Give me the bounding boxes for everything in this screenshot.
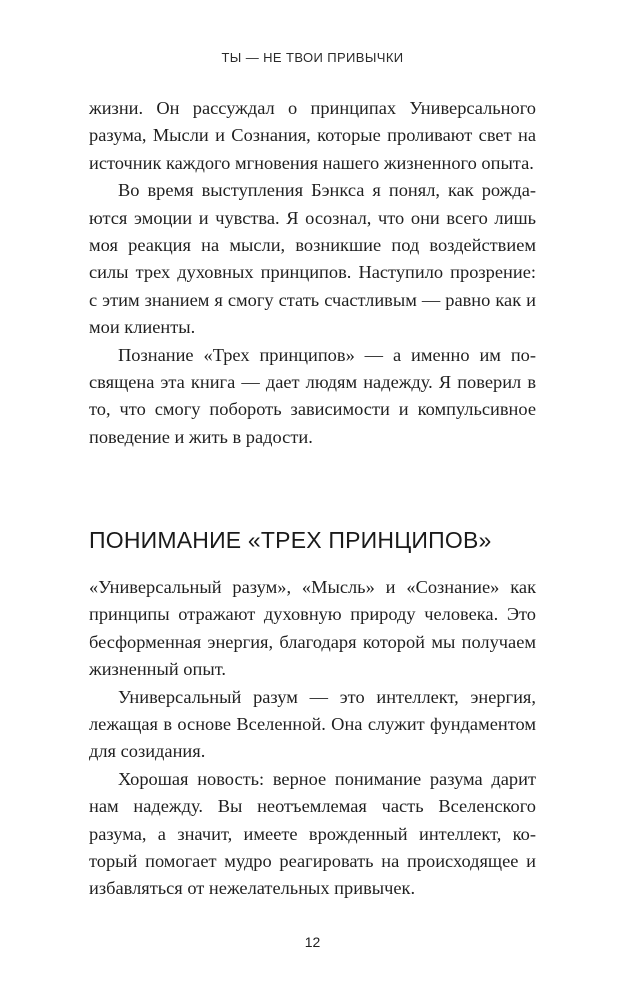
paragraph: Универсальный разум — это интеллект, энергия, лежащая в основе Вселенной. Она служит фундаментом для созидания. xyxy=(89,686,536,762)
section-heading: ПОНИМАНИЕ «ТРЕХ ПРИНЦИПОВ» xyxy=(89,527,492,553)
body-text-top xyxy=(89,95,536,451)
body-text-section xyxy=(89,574,536,903)
paragraph: Во время выступления Бэнкса я понял, как рождаются эмоции и чувства. Я осознал, что они всего лишь моя реакция на мысли, возникшие под воздействием силы трех духовных принципов. Наступило прозрение: с этим знанием я смогу стать счастливым — равно как и мои клиенты. xyxy=(89,180,536,338)
paragraph-continuation: жизни. Он рассуждал о принципах Универсального разума, Мысли и Сознания, которые проливают свет на источник каждого мгновения нашего жизненного опыта. xyxy=(89,98,536,173)
paragraph: «Универсальный разум», «Мысль» и «Сознание» как принципы отражают духовную природу человека. Это бесформенная энергия, благодаря которой мы получаем жизненный опыт. xyxy=(89,577,536,680)
page-number: 12 xyxy=(304,934,321,950)
paragraph: Познание «Трех принципов» — а именно им посвящена эта книга — дает людям надежду. Я поверил в то, что смогу побороть зависимости и компульсивное поведение и жить в радости. xyxy=(89,344,536,447)
running-head: ТЫ — НЕ ТВОИ ПРИВЫЧКИ xyxy=(221,50,404,65)
paragraph: Хорошая новость: верное понимание разума дарит нам надежду. Вы неотъемлемая часть Вселенского разума, а значит, имеете врожденный интеллект, который помогает мудро реагировать на происходящее и избавляться от нежелательных привычек. xyxy=(89,768,536,899)
